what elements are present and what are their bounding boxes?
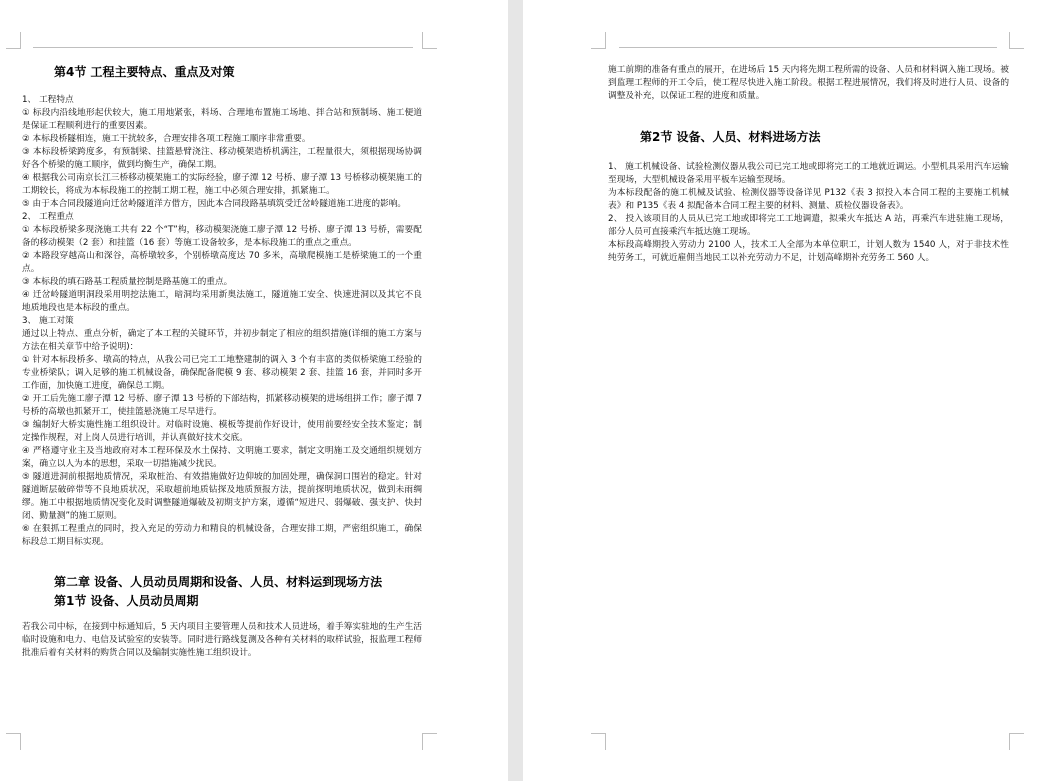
body-paragraph: 1、 工程特点	[22, 95, 74, 105]
crop-mark	[1009, 733, 1024, 750]
page-body	[608, 64, 1009, 265]
body-paragraph: ③ 本标段的填石路基工程质量控制是路基施工的重点。	[22, 277, 233, 287]
crop-mark	[422, 733, 437, 750]
body-paragraph: ④ 严格遵守业主及当地政府对本工程环保及水土保持、文明施工要求，制定文明施工及交通组织规划方案，确立以人为本的思想，采取一切措施减少扰民。	[22, 446, 422, 469]
crop-mark	[591, 32, 606, 49]
chapter-heading: 第二章 设备、人员动员周期和设备、人员、材料运到现场方法	[54, 575, 383, 589]
body-paragraph: 2、 投入该项目的人员从已完工地或即将完工工地调遣，拟乘火车抵达 A 站，再乘汽车进驻施工现场，部分人员可直接乘汽车抵达施工现场。	[608, 214, 1009, 237]
body-paragraph: ④ 迁岔岭隧道明洞段采用明挖法施工，暗洞均采用新奥法施工，隧道施工安全、快速进洞以及其它不良地质地段也是本标段的重点。	[22, 290, 422, 313]
document-page-right	[523, 0, 1047, 781]
body-paragraph: ② 开工后先施工廖子潭 12 号桥、廖子潭 13 号桥的下部结构，抓紧移动模架的进场组拼工作；廖子潭 7 号桥的高墩也抓紧开工，使挂篮悬浇施工尽早进行。	[22, 394, 422, 417]
crop-mark	[422, 32, 437, 49]
body-paragraph: ② 本路段穿越高山和深谷，高桥墩较多，个别桥墩高度达 70 多米，高墩爬模施工是桥梁施工的一个重点。	[22, 251, 422, 274]
crop-mark	[1009, 32, 1024, 49]
body-paragraph: ① 本标段桥梁多现浇施工共有 22 个“T”构，移动模架浇施工廖子潭 12 号桥、廖子潭 13 号桥，需要配备的移动模架（2 套）和挂篮（16 套）等施工设备较多，是本标段施工的重点之重点。	[22, 225, 422, 248]
body-paragraph: ③ 本标段桥梁跨度多，有预制梁、挂篮悬臂浇注、移动模架造桥机满注，工程量很大，须根据现场协调好各个桥梁的施工顺序，做到均衡生产，确保工期。	[22, 147, 422, 170]
body-paragraph: ④ 根据我公司南京长江三桥移动模架施工的实际经验，廖子潭 12 号桥、廖子潭 13 号桥移动模架施工的工期较长，将成为本标段施工的控制工期工程，施工中必须合理安排，抓紧施工。	[22, 173, 422, 196]
body-paragraph: ① 标段内沿线地形起伏较大，施工用地紧张，料场、合理地布置施工场地、拌合站和预制场、施工便道是保证工程顺利进行的重要因素。	[22, 108, 422, 131]
header-rule	[33, 47, 413, 48]
body-paragraph: ② 本标段桥隧相连，施工干扰较多，合理安排各项工程施工顺序非常重要。	[22, 134, 311, 144]
body-paragraph: ⑥ 在狠抓工程重点的同时，投入充足的劳动力和精良的机械设备，合理安排工期，严密组织施工，确保标段总工期目标实现。	[22, 524, 422, 547]
body-paragraph: 2、 工程重点	[22, 212, 74, 222]
crop-mark	[6, 32, 21, 49]
crop-mark	[591, 733, 606, 750]
body-paragraph: 本标段高峰期投入劳动力 2100 人，技术工人全部为本单位职工，计划人数为 1540 人，对于非技术性纯劳务工，可就近雇佣当地民工以补充劳动力不足，计划高峰期补充劳务工 560 人。	[608, 240, 1009, 263]
document-page-left	[0, 0, 508, 781]
body-paragraph: ⑤ 隧道进洞前根据地质情况，采取桩治、有效措施做好边仰坡的加固处理，确保洞口围岩的稳定。针对隧道断层破碎带等不良地质状况，采取超前地质钻探及地质预报方法，提前探明地质状况，做到未雨绸缪。施工中根据地质情况变化及时调整隧道爆破及初期支护方案，遵循“短进尺、弱爆破、强支护、快封闭、勤量测”的施工原则。	[22, 472, 422, 521]
page-body	[22, 64, 422, 660]
body-paragraph: 1、 施工机械设备、试验检测仪器从我公司已完工地或即将完工的工地就近调运。小型机具采用汽车运输至现场，大型机械设备采用平板车运输至现场。	[608, 162, 1009, 185]
body-paragraph: 通过以上特点、重点分析，确定了本工程的关键环节，并初步制定了相应的组织措施(详细的施工方案与方法在相关章节中给予说明)：	[22, 329, 422, 352]
crop-mark	[6, 733, 21, 750]
body-paragraph: ⑤ 由于本合同段隧道向迁岔岭隧道洋方借方，因此本合同段路基填筑受迁岔岭隧道施工进度的影响。	[22, 199, 407, 209]
body-paragraph: ① 针对本标段桥多、墩高的特点，从我公司已完工工地整建制的调入 3 个有丰富的类似桥梁施工经验的专业桥梁队；调入足够的施工机械设备，确保配备爬模 9 套、移动模架 2 套、挂篮 16 套，并同时多开工作面，加快施工进度，确保总工期。	[22, 355, 422, 391]
section-heading: 第2节 设备、人员、材料进场方法	[640, 130, 821, 144]
body-paragraph: 3、 施工对策	[22, 316, 74, 326]
section-heading: 第1节 设备、人员动员周期	[54, 594, 199, 608]
header-rule	[619, 47, 997, 48]
body-paragraph: 施工前期的准备有重点的展开，在进场后 15 天内将先期工程所需的设备、人员和材料调入施工现场。被到监理工程师的开工令后，使工程尽快进入施工阶段。根据工程进展情况，我们将及时进行人员、设备的调整及补充，以保证工程的进度和质量。	[608, 65, 1009, 101]
body-paragraphs	[22, 94, 422, 549]
body-paragraph: ③ 编制好大桥实施性施工组织设计。对临时设施、模板等提前作好设计，使用前要经安全技术鉴定；制定操作规程，对上岗人员进行培训，并认真做好技术交底。	[22, 420, 422, 443]
body-paragraphs	[608, 161, 1009, 265]
body-paragraph: 为本标段配备的施工机械及试验、检测仪器等设备详见 P132《表 3 拟投入本合同工程的主要施工机械表》和 P135《表 4 拟配备本合同工程主要的材料、测量、质检仪器设备表》。	[608, 188, 1009, 211]
section-heading: 第4节 工程主要特点、重点及对策	[54, 65, 235, 79]
body-paragraph: 若我公司中标，在接到中标通知后，5 天内项目主要管理人员和技术人员进场，着手筹实驻地的生产生活临时设施和电力、电信及试验室的安装等。同时进行路线复测及各种有关材料的取样试验，报监理工程师批准后着有关材料的购货合同以及编制实施性施工组织设计。	[22, 622, 422, 658]
